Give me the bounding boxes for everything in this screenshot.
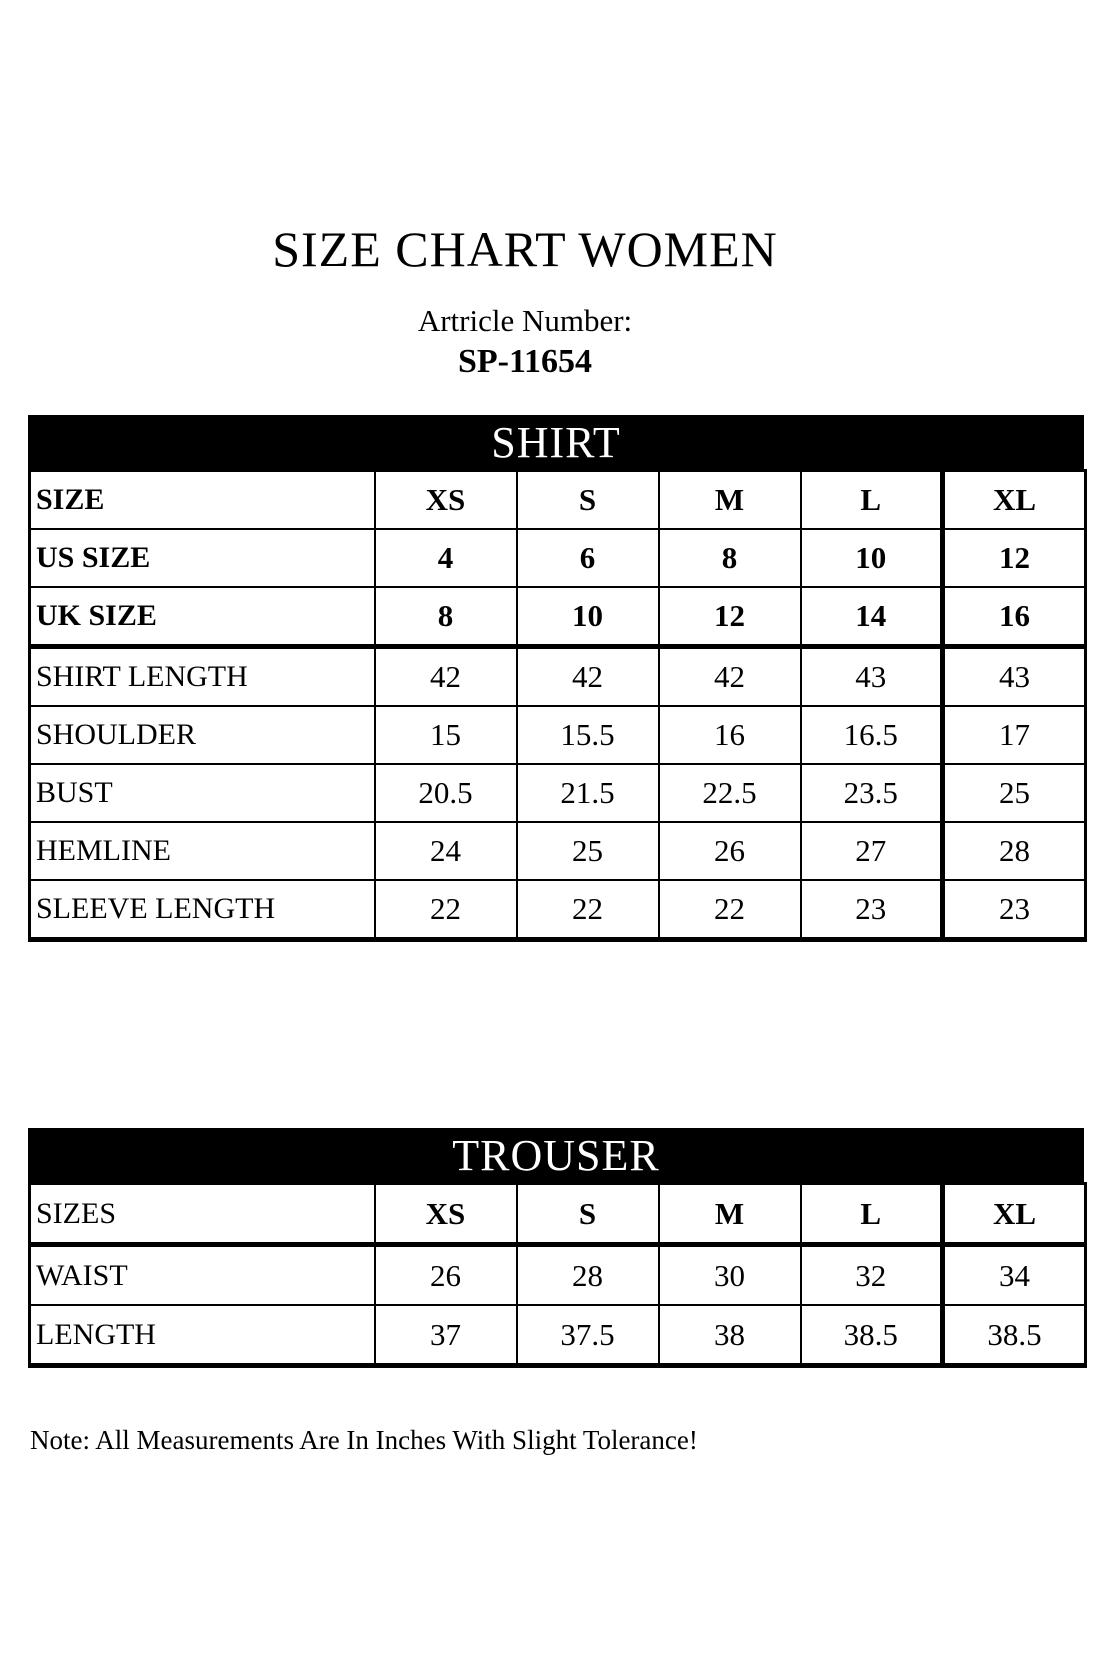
- value-cell: L: [801, 1184, 943, 1245]
- value-cell: 43: [801, 647, 943, 707]
- value-cell: 34: [943, 1245, 1086, 1306]
- value-cell: 15.5: [517, 706, 659, 764]
- value-cell: 16: [659, 706, 801, 764]
- value-cell: 25: [943, 764, 1086, 822]
- shirt-table-title-bar: SHIRT: [28, 415, 1084, 469]
- article-number: SP-11654: [457, 343, 593, 380]
- row-label: LENGTH: [30, 1305, 375, 1366]
- value-cell: 25: [517, 822, 659, 880]
- value-cell: 43: [943, 647, 1086, 707]
- value-cell: 37.5: [517, 1305, 659, 1366]
- value-cell: 24: [375, 822, 517, 880]
- value-cell: XS: [375, 471, 517, 530]
- value-cell: 30: [659, 1245, 801, 1306]
- value-cell: 23: [801, 880, 943, 940]
- row-label: SIZE: [30, 471, 375, 530]
- value-cell: 38.5: [943, 1305, 1086, 1366]
- value-cell: 15: [375, 706, 517, 764]
- value-cell: 28: [517, 1245, 659, 1306]
- value-cell: 42: [517, 647, 659, 707]
- value-cell: 23: [943, 880, 1086, 940]
- value-cell: 8: [659, 529, 801, 587]
- value-cell: 16: [943, 587, 1086, 647]
- row-label: SIZES: [30, 1184, 375, 1245]
- value-cell: XL: [943, 1184, 1086, 1245]
- value-cell: 6: [517, 529, 659, 587]
- value-cell: 38: [659, 1305, 801, 1366]
- shirt-table: [28, 469, 1087, 942]
- article-number-label: Artricle Number:: [417, 303, 633, 338]
- row-label: HEMLINE: [30, 822, 375, 880]
- value-cell: 22: [375, 880, 517, 940]
- value-cell: 22: [517, 880, 659, 940]
- row-label: SLEEVE LENGTH: [30, 880, 375, 940]
- value-cell: S: [517, 471, 659, 530]
- value-cell: 23.5: [801, 764, 943, 822]
- row-label: SHOULDER: [30, 706, 375, 764]
- value-cell: 14: [801, 587, 943, 647]
- value-cell: XL: [943, 471, 1086, 530]
- value-cell: 16.5: [801, 706, 943, 764]
- value-cell: 22.5: [659, 764, 801, 822]
- value-cell: M: [659, 1184, 801, 1245]
- value-cell: 22: [659, 880, 801, 940]
- value-cell: 17: [943, 706, 1086, 764]
- value-cell: 32: [801, 1245, 943, 1306]
- row-label: BUST: [30, 764, 375, 822]
- value-cell: L: [801, 471, 943, 530]
- value-cell: 42: [659, 647, 801, 707]
- value-cell: 26: [659, 822, 801, 880]
- trouser-table: [28, 1182, 1087, 1368]
- value-cell: 12: [659, 587, 801, 647]
- shirt-table-section: [28, 415, 1084, 942]
- value-cell: XS: [375, 1184, 517, 1245]
- value-cell: 38.5: [801, 1305, 943, 1366]
- value-cell: 37: [375, 1305, 517, 1366]
- value-cell: 12: [943, 529, 1086, 587]
- value-cell: M: [659, 471, 801, 530]
- row-label: SHIRT LENGTH: [30, 647, 375, 707]
- row-label: UK SIZE: [30, 587, 375, 647]
- row-label: US SIZE: [30, 529, 375, 587]
- row-label: WAIST: [30, 1245, 375, 1306]
- value-cell: S: [517, 1184, 659, 1245]
- value-cell: 4: [375, 529, 517, 587]
- value-cell: 26: [375, 1245, 517, 1306]
- value-cell: 21.5: [517, 764, 659, 822]
- trouser-table-title-bar: TROUSER: [28, 1128, 1084, 1182]
- value-cell: 10: [801, 529, 943, 587]
- trouser-table-section: [28, 1128, 1084, 1368]
- measurements-note: Note: All Measurements Are In Inches With Slight Tolerance!: [30, 1425, 698, 1455]
- page-title: SIZE CHART WOMEN: [272, 221, 778, 277]
- value-cell: 10: [517, 587, 659, 647]
- value-cell: 28: [943, 822, 1086, 880]
- value-cell: 20.5: [375, 764, 517, 822]
- value-cell: 27: [801, 822, 943, 880]
- value-cell: 42: [375, 647, 517, 707]
- value-cell: 8: [375, 587, 517, 647]
